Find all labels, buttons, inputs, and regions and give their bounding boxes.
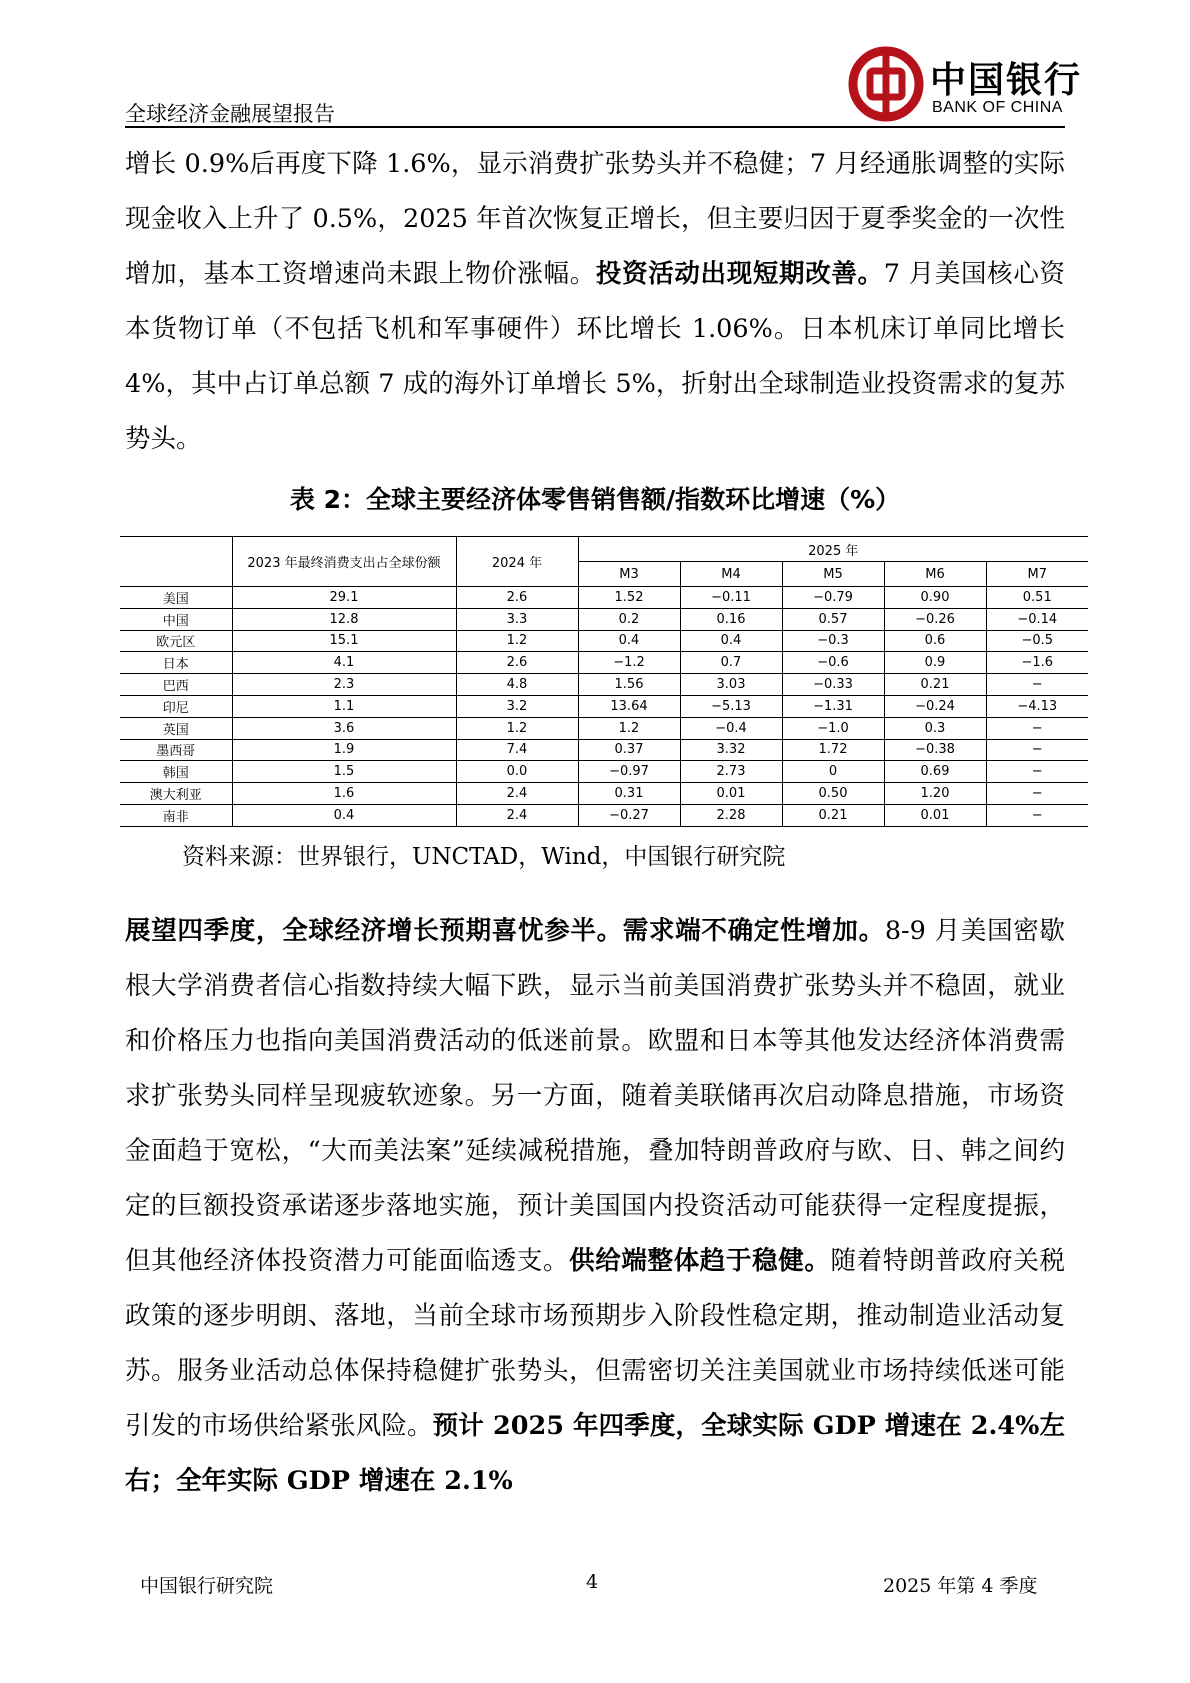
paragraph-text: 增长 0.9%后再度下降 1.6%，显示消费扩张势头并不稳健；7 月经通胀调整的实际现金收入上升了 0.5%，2025 年首次恢复正增长，但主要归因于夏季奖金的一次性增加，基本工资增速尚未跟上物价涨幅。 xyxy=(125,149,1065,289)
table-cell: 2.6 xyxy=(456,652,578,674)
table-row xyxy=(120,587,1088,609)
table-cell: 3.2 xyxy=(456,695,578,717)
table-row xyxy=(120,804,1088,826)
table-cell-country: 澳大利亚 xyxy=(120,783,232,805)
paragraph-consumption-investment xyxy=(125,137,1065,467)
table-cell: 0.21 xyxy=(782,804,884,826)
table-cell: 3.03 xyxy=(680,674,782,696)
table-row xyxy=(120,761,1088,783)
table-source: 资料来源：世界银行，UNCTAD，Wind，中国银行研究院 xyxy=(182,844,786,870)
table-cell: 0.2 xyxy=(578,608,680,630)
table-cell: 0.50 xyxy=(782,783,884,805)
table-cell-country: 美国 xyxy=(120,587,232,609)
table-cell: 0.21 xyxy=(884,674,986,696)
table-cell: −0.79 xyxy=(782,587,884,609)
bank-name-en: BANK OF CHINA xyxy=(932,99,1063,116)
table-cell: − xyxy=(986,761,1088,783)
table-cell: − xyxy=(986,674,1088,696)
table-row xyxy=(120,717,1088,739)
table-cell-country: 中国 xyxy=(120,608,232,630)
bold-forecast: 预计 2025 年四季度，全球实际 GDP 增速在 2.4%左右；全年实际 GDP 增速在 2.1% xyxy=(125,1411,1065,1496)
table-cell-country: 巴西 xyxy=(120,674,232,696)
table-cell: −0.38 xyxy=(884,739,986,761)
table-cell-country: 日本 xyxy=(120,652,232,674)
bank-logo xyxy=(848,46,1083,122)
header-divider xyxy=(125,126,1065,128)
footer-issue: 2025 年第 4 季度 xyxy=(883,1575,1038,1597)
table-cell: 4.8 xyxy=(456,674,578,696)
table-cell: − xyxy=(986,717,1088,739)
table-row xyxy=(120,695,1088,717)
table-header-month: M7 xyxy=(986,562,1088,587)
table-cell: −1.0 xyxy=(782,717,884,739)
table-cell: 15.1 xyxy=(232,630,456,652)
table-row xyxy=(120,783,1088,805)
table-cell: −0.4 xyxy=(680,717,782,739)
table-cell: 0 xyxy=(782,761,884,783)
paragraph-text: 8-9 月美国密歇根大学消费者信心指数持续大幅下跌，显示当前美国消费扩张势头并不稳固，就业和价格压力也指向美国消费活动的低迷前景。欧盟和日本等其他发达经济体消费需求扩张势头同样呈现疲软迹象。另一方面，随着美联储再次启动降息措施，市场资金面趋于宽松，“大而美法案”延续减税措施，叠加特朗普政府与欧、日、韩之间约定的巨额投资承诺逐步落地实施，预计美国国内投资活动可能获得一定程度提振，但其他经济体投资潜力可能面临透支。 xyxy=(125,916,1065,1276)
table-cell: 0.31 xyxy=(578,783,680,805)
report-title: 全球经济金融展望报告 xyxy=(125,102,335,126)
bold-heading-outlook: 展望四季度，全球经济增长预期喜忧参半。需求端不确定性增加。 xyxy=(125,916,885,946)
table-cell: 13.64 xyxy=(578,695,680,717)
table-cell: 3.32 xyxy=(680,739,782,761)
table-cell: 2.4 xyxy=(456,804,578,826)
bank-of-china-emblem-icon xyxy=(848,46,924,122)
table-cell-country: 英国 xyxy=(120,717,232,739)
table-cell: 0.4 xyxy=(680,630,782,652)
table-cell: 2.73 xyxy=(680,761,782,783)
table-cell: 0.4 xyxy=(232,804,456,826)
table-header-2024: 2024 年 xyxy=(456,537,578,587)
table-row xyxy=(120,739,1088,761)
table-header-month: M5 xyxy=(782,562,884,587)
table-cell: 0.0 xyxy=(456,761,578,783)
paragraph-text: 7 月美国核心资本货物订单（不包括飞机和军事硬件）环比增长 1.06%。日本机床订单同比增长 4%，其中占订单总额 7 成的海外订单增长 5%，折射出全球制造业投资需求的复苏势头。 xyxy=(125,259,1065,454)
table-cell: −0.97 xyxy=(578,761,680,783)
table-cell: 3.3 xyxy=(456,608,578,630)
table-cell: 2.3 xyxy=(232,674,456,696)
table-header-month: M4 xyxy=(680,562,782,587)
table-cell: 0.37 xyxy=(578,739,680,761)
table-cell: −0.5 xyxy=(986,630,1088,652)
table-cell: 3.6 xyxy=(232,717,456,739)
table-cell: −0.33 xyxy=(782,674,884,696)
table-row xyxy=(120,608,1088,630)
table-cell: 1.5 xyxy=(232,761,456,783)
table-cell: 2.28 xyxy=(680,804,782,826)
table-cell: 0.69 xyxy=(884,761,986,783)
table-cell: 1.9 xyxy=(232,739,456,761)
table-cell-country: 韩国 xyxy=(120,761,232,783)
table-cell: −0.24 xyxy=(884,695,986,717)
table-cell: 7.4 xyxy=(456,739,578,761)
table-cell: 1.1 xyxy=(232,695,456,717)
table-cell: 1.2 xyxy=(456,630,578,652)
table-caption: 表 2：全球主要经济体零售销售额/指数环比增速（%） xyxy=(289,485,901,514)
table-header-share: 2023 年最终消费支出占全球份额 xyxy=(232,537,456,587)
retail-sales-table xyxy=(120,536,1088,827)
table-cell: −0.11 xyxy=(680,587,782,609)
table-row xyxy=(120,674,1088,696)
table-cell: 0.90 xyxy=(884,587,986,609)
table-cell: 12.8 xyxy=(232,608,456,630)
table-cell-country: 墨西哥 xyxy=(120,739,232,761)
table-cell: −1.31 xyxy=(782,695,884,717)
table-cell: 1.2 xyxy=(578,717,680,739)
paragraph-outlook xyxy=(125,904,1065,1509)
footer-institute: 中国银行研究院 xyxy=(140,1575,274,1597)
table-cell: −1.6 xyxy=(986,652,1088,674)
table-cell: 0.7 xyxy=(680,652,782,674)
table-cell: 1.6 xyxy=(232,783,456,805)
table-row xyxy=(120,630,1088,652)
table-cell: 1.20 xyxy=(884,783,986,805)
table-cell: 0.01 xyxy=(884,804,986,826)
table-cell: 0.51 xyxy=(986,587,1088,609)
table-cell-country: 南非 xyxy=(120,804,232,826)
table-cell: 0.4 xyxy=(578,630,680,652)
table-cell: 0.01 xyxy=(680,783,782,805)
paragraph-text: 随着特朗普政府关税政策的逐步明朗、落地，当前全球市场预期步入阶段性稳定期，推动制造业活动复苏。服务业活动总体保持稳健扩张势头，但需密切关注美国就业市场持续低迷可能引发的市场供给紧张风险。 xyxy=(125,1246,1065,1441)
table-cell: −0.3 xyxy=(782,630,884,652)
table-header-month: M6 xyxy=(884,562,986,587)
table-cell: −5.13 xyxy=(680,695,782,717)
table-cell: − xyxy=(986,739,1088,761)
table-cell: − xyxy=(986,783,1088,805)
table-cell: 0.3 xyxy=(884,717,986,739)
table-cell: 0.57 xyxy=(782,608,884,630)
table-cell: 1.52 xyxy=(578,587,680,609)
bold-heading-supply: 供给端整体趋于稳健。 xyxy=(569,1246,831,1276)
table-cell-country: 印尼 xyxy=(120,695,232,717)
table-cell: −4.13 xyxy=(986,695,1088,717)
page-number: 4 xyxy=(586,1571,599,1593)
table-cell: −0.14 xyxy=(986,608,1088,630)
table-cell: 0.6 xyxy=(884,630,986,652)
table-cell: −1.2 xyxy=(578,652,680,674)
table-cell: 0.9 xyxy=(884,652,986,674)
table-cell: −0.27 xyxy=(578,804,680,826)
table-row xyxy=(120,652,1088,674)
table-cell-country: 欧元区 xyxy=(120,630,232,652)
table-cell: 2.4 xyxy=(456,783,578,805)
table-cell: 1.56 xyxy=(578,674,680,696)
table-cell: − xyxy=(986,804,1088,826)
table-cell: 0.16 xyxy=(680,608,782,630)
table-cell: 2.6 xyxy=(456,587,578,609)
table-cell: −0.6 xyxy=(782,652,884,674)
bold-heading-investment: 投资活动出现短期改善。 xyxy=(595,259,884,289)
table-cell: −0.26 xyxy=(884,608,986,630)
table-cell: 1.2 xyxy=(456,717,578,739)
table-cell: 4.1 xyxy=(232,652,456,674)
table-header-country xyxy=(120,537,232,587)
table-header-month: M3 xyxy=(578,562,680,587)
table-header-2025: 2025 年 xyxy=(578,537,1088,562)
bank-name-cn: 中国银行 xyxy=(930,59,1083,101)
table-cell: 1.72 xyxy=(782,739,884,761)
table-cell: 29.1 xyxy=(232,587,456,609)
